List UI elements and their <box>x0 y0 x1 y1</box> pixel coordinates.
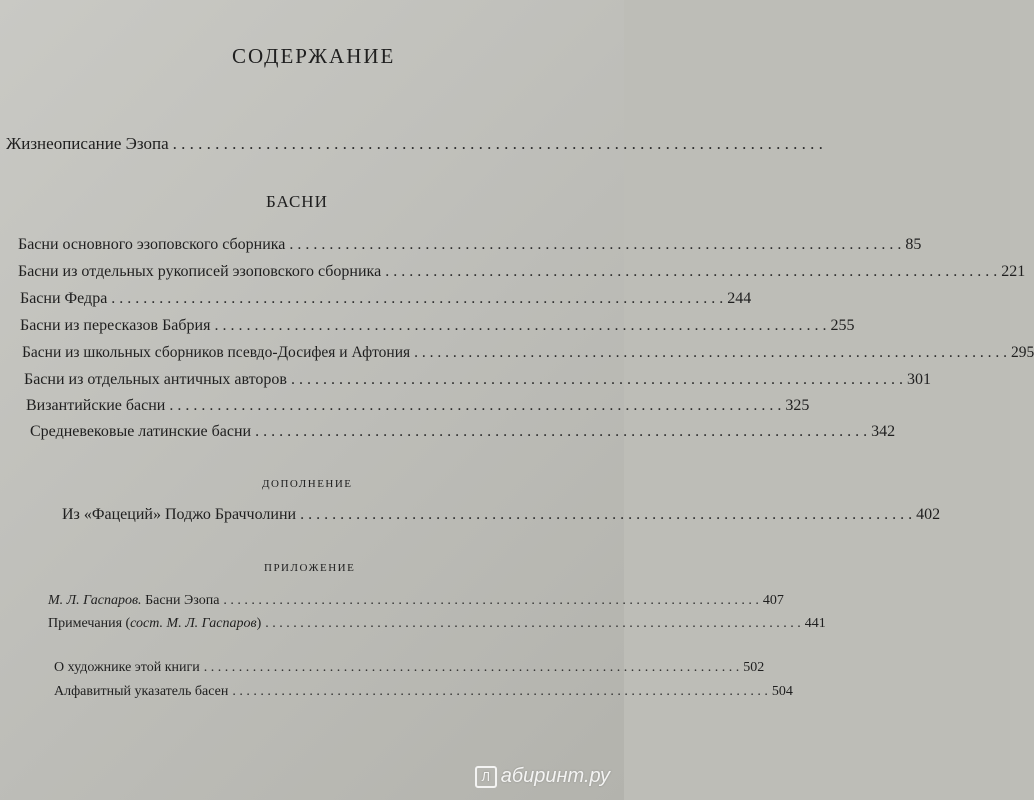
leader-dots <box>169 397 781 415</box>
toc-entry <box>30 423 896 441</box>
leader-dots <box>204 660 740 676</box>
leader-dots <box>300 506 912 524</box>
section-heading-appendix: ПРИЛОЖЕНИЕ <box>264 562 356 574</box>
toc-entry <box>62 506 941 524</box>
compiler-note: сост. М. Л. Гаспаров <box>130 616 257 631</box>
leader-dots <box>232 684 768 700</box>
leader-dots <box>265 616 801 632</box>
toc-entry-label: Византийские басни <box>26 397 166 414</box>
toc-entry-title: Басни Эзопа <box>141 593 220 608</box>
toc-entry <box>48 616 826 632</box>
toc-entry-label: Басни из школьных сборников псевдо-Досифея и Афтония <box>22 344 411 361</box>
toc-entry <box>20 317 855 335</box>
leader-dots <box>255 423 867 441</box>
toc-entry-label: Басни Федра <box>20 290 108 307</box>
toc-page-number: 441 <box>804 616 826 631</box>
page-title: СОДЕРЖАНИЕ <box>232 44 396 68</box>
toc-page-number: 407 <box>762 593 784 608</box>
leader-dots <box>111 290 723 308</box>
closing-paren: ) <box>256 616 262 631</box>
toc-entry-label: Средневековые латинские басни <box>30 423 252 440</box>
leader-dots <box>289 236 901 254</box>
toc-page-number: 402 <box>916 506 941 523</box>
toc-entry <box>54 660 765 676</box>
toc-entry-label: Из «Фацеций» Поджо Браччолини <box>62 506 297 523</box>
toc-entry <box>18 263 1026 281</box>
toc-entry <box>18 236 922 254</box>
leader-dots <box>214 317 826 335</box>
toc-entry <box>54 684 793 700</box>
leader-dots <box>223 593 759 609</box>
toc-entry <box>22 344 1034 362</box>
watermark-logo <box>475 765 610 788</box>
toc-page-number: 85 <box>905 236 922 253</box>
toc-page-number: 325 <box>785 397 810 414</box>
toc-page-number: 221 <box>1001 263 1026 280</box>
leader-dots <box>414 344 1007 362</box>
toc-entry-label: Басни основного эзоповского сборника <box>18 236 286 253</box>
section-heading-supplement: ДОПОЛНЕНИЕ <box>262 478 353 490</box>
toc-page-number: 342 <box>871 423 896 440</box>
toc-page-number: 255 <box>830 317 855 334</box>
author-name: М. Л. Гаспаров. <box>48 593 142 608</box>
section-heading-fables: БАСНИ <box>266 192 328 211</box>
toc-entry <box>20 290 752 308</box>
toc-page-number: 301 <box>906 371 931 388</box>
toc-page-number: 295 <box>1011 344 1034 361</box>
toc-entry-label: Басни из отдельных рукописей эзоповского сборника <box>18 263 382 280</box>
labirint-logo-icon: Л <box>475 766 497 788</box>
leader-dots <box>291 371 903 389</box>
leader-dots <box>385 263 997 281</box>
toc-entry-label: О художнике этой книги <box>54 660 200 675</box>
toc-entry-label: Басни из отдельных античных авторов <box>24 371 287 388</box>
leader-dots <box>173 134 823 154</box>
toc-entry <box>24 371 931 389</box>
toc-entry <box>26 397 810 415</box>
toc-entry <box>48 593 784 609</box>
toc-entry-intro <box>6 134 236 154</box>
toc-entry-label <box>48 593 219 609</box>
toc-entry-label: Жизнеописание Эзопа <box>6 134 169 153</box>
toc-page-number: 244 <box>727 290 752 307</box>
toc-entry-label: Алфавитный указатель басен <box>54 684 229 699</box>
toc-entry-label <box>48 616 261 632</box>
toc-page-number: 502 <box>743 660 765 675</box>
toc-page-number: 504 <box>771 684 793 699</box>
toc-entry-title: Примечания ( <box>48 616 131 631</box>
watermark-text: абиринт.ру <box>500 765 610 787</box>
toc-entry-label: Басни из пересказов Бабрия <box>20 317 211 334</box>
